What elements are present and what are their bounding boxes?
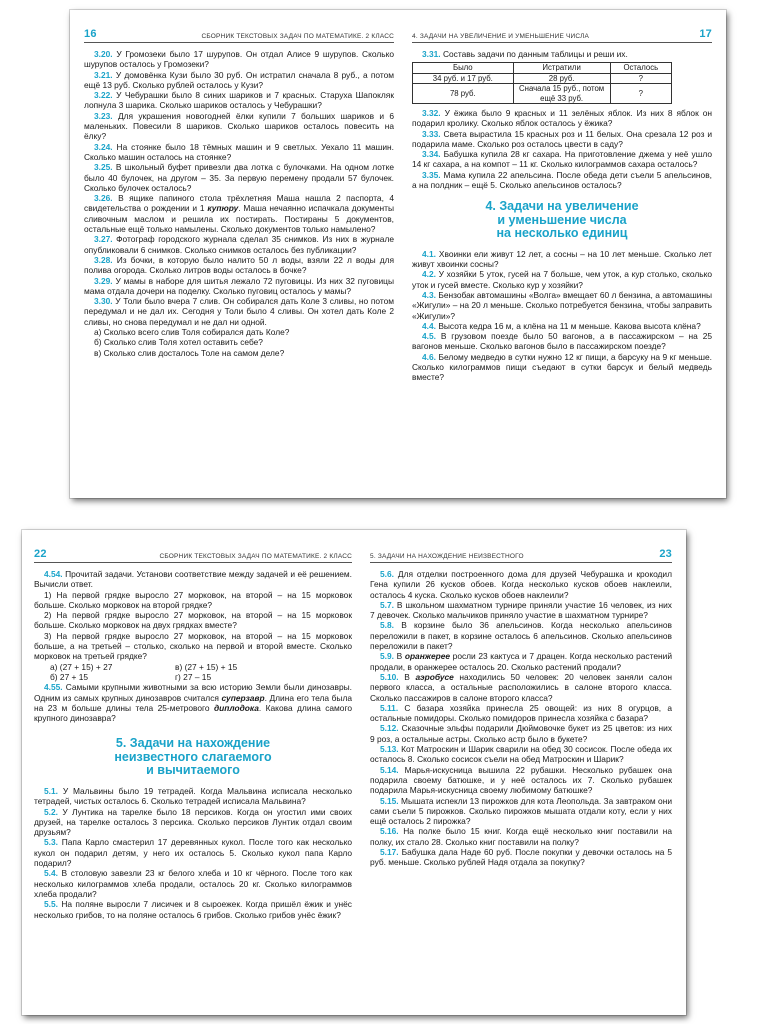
problem-text: Для отделки построенного дома для друзей Чебурашка и крокодил Гена купили 26 кусков обоев. Когда несколько кусков обоев наклеили, осталось 4 куска. Сколько кусков обоев наклеили?: [370, 569, 672, 600]
problem: 4.55. Самыми крупными животными за всю историю Земли были динозавры. Одним из самых крупных динозавров считался суперзавр. Длина его тела была на 23 м больше длины тела 25-метрового диплодока. Какова длина самого крупного динозавра?: [34, 682, 352, 724]
problem-number: 3.32.: [422, 107, 441, 118]
problem-number: 5.10.: [380, 671, 399, 682]
subquestion: б) Сколько слив Толя хотел оставить себе?: [94, 337, 263, 348]
answer-options-row: [34, 662, 352, 672]
problem: [370, 765, 672, 796]
problem-text: С базара хозяйка принесла 25 овощей: из них 8 огурцов, а остальные помидоры. Сколько помидоров принесла хозяйка с базара?: [370, 702, 672, 724]
problem-text: Бензобак автомашины «Волга» вмещает 60 л бензина, а автомашины «Жигули» – на 20 л меньше. Сколько потребуется бензина, чтобы заправить «Жигули»?: [412, 289, 712, 321]
page-number: 22: [34, 548, 47, 560]
problem: [412, 269, 712, 290]
answer-options-row: [34, 672, 352, 682]
table-cell: 78 руб.: [413, 84, 514, 104]
table-row: [413, 73, 672, 83]
problem-text: Для украшения новогодней ёлки купили 7 больших шариков и 6 маленьких. Повесили 8 шариков. Сколько шариков осталось повесить на ёлку?: [84, 110, 394, 142]
page-content: [34, 569, 352, 920]
problem-text: В школьный буфет привезли два лотка с булочками. На одном лотке было 40 булочек, на другом – 35. За первую перемену продали 57 булочек. Сколько булочек осталось?: [84, 162, 394, 193]
section-heading: 4. Задачи на увеличение и уменьшение числа на несколько единиц: [485, 199, 639, 241]
problem: [370, 651, 672, 672]
problem: [34, 786, 352, 807]
problem: [84, 162, 394, 193]
problem-number: 5.15.: [380, 795, 399, 806]
problem-text: . Маша нечаянно испачкала документы сливочным маслом и решила их постирать. Постираны 5 документов, остальные ещё только намылены. Сколько документов только намылено?: [84, 203, 394, 235]
subproblem: 1) На первой грядке выросло 27 морковок, на второй – на 15 морковок больше. Сколько морковок на второй грядке?: [34, 589, 352, 610]
page-22: [34, 530, 352, 1015]
problem-number: 5.13.: [380, 744, 399, 755]
problem-text: Бабушка купила 28 кг сахара. На приготовление джема у неё ушло 14 кг сахара, а на компот – 11 кг. Сколько килограммов сахара осталось?: [412, 149, 712, 170]
problem-number: 5.16.: [380, 826, 399, 837]
problem-number: 5.17.: [380, 847, 399, 858]
problem-number: 5.5.: [44, 899, 58, 910]
problem: [412, 249, 712, 270]
problem: [370, 796, 672, 827]
problem-text: Сказочные эльфы подарили Дюймовочке букет из 25 цветов: из них 9 роз, а остальные астры. Сколько астр было в букете?: [370, 723, 672, 744]
problem-number: 4.6.: [422, 351, 436, 362]
answer-option: г) 27 – 15: [175, 671, 212, 682]
problem-number: 5.12.: [380, 723, 399, 734]
section-heading: 5. Задачи на нахождение неизвестного слагаемого и вычитаемого: [114, 736, 272, 778]
problem-number: 4.2.: [422, 269, 436, 280]
problem-text: В ящике папиного стола трёхлетняя Маша нашла 2 паспорта, 4 свидетельства о рождении и 1: [84, 193, 394, 214]
page-23: [370, 530, 672, 1015]
problem: 4.54. Прочитай задачи. Установи соответствие между задачей и её решением. Вычисли ответ.: [34, 569, 352, 590]
problem-text: У мамы в наборе для шитья лежало 72 пуговицы. Из них 32 пуговицы мама отдала дочери на поделку. Сколько пуговиц осталось у мамы?: [84, 275, 394, 296]
problem-text: В столовую завезли 23 кг белого хлеба и 10 кг чёрного. После того как несколько килограммов хлеба продали, осталось 20 кг. Сколько килограммов хлеба продали?: [34, 868, 352, 899]
problem: [412, 321, 712, 331]
problem-text: Папа Карло смастерил 17 деревянных кукол. После того как несколько кукол он подарил детям, у него их осталось 5. Сколько кукол папа Карло подарил?: [34, 837, 352, 869]
table-row: [413, 84, 672, 104]
problem-number: 5.1.: [44, 785, 58, 796]
problem: [84, 49, 394, 70]
problem: [370, 569, 672, 600]
problem-text: В корзине было 36 апельсинов. Когда несколько апельсинов переложили в пакет, в корзине осталось 6 апельсинов. Сколько апельсинов переложили в пакет?: [370, 620, 672, 652]
answer-option: в) (27 + 15) + 15: [175, 661, 238, 672]
problem-text: Кот Матроскин и Шарик сварили на обед 30 сосисок. После обеда их осталось 8. Сколько сосисок съели на обед Матроскин и Шарик?: [370, 744, 672, 765]
problem: [370, 847, 672, 868]
problem-text: У Толи было вчера 7 слив. Он собирался дать Коле 3 сливы, но потом передумал и не дал их. Сегодня у Толи было 4 сливы. Он хотел дать Коле 2 сливы, но снова передумал и не дал ни одной.: [84, 296, 394, 327]
problem-text: На поляне выросли 7 лисичек и 8 сыроежек. Когда пришёл ёжик и унёс несколько грибов, то на поляне осталось 6 грибов. Сколько грибов унёс ёжик?: [34, 899, 352, 920]
running-header: [84, 20, 394, 43]
problem-number: 5.14.: [380, 764, 399, 775]
table-header: Было: [413, 63, 514, 73]
problem-text: В школьном шахматном турнире приняли участие 16 человек, из них 7 девочек. Сколько мальчиков приняло участие в шахматном турнире?: [370, 599, 672, 621]
problem-text: Марья-искусница вышила 22 рубашки. Несколько рубашек она подарила своему батюшке, и у неё осталось их 7. Сколько рубашек подарила Марья-искусница своему любимому батюшке?: [370, 764, 672, 796]
problem-text: У Лунтика на тарелке было 18 персиков. Когда он угостил ими своих друзей, на тарелке осталось 3 персика. Сколько персиков Лунтик отдал своим друзьям?: [34, 806, 352, 838]
problem: [34, 868, 352, 899]
problem-text: У Мальвины было 19 тетрадей. Когда Мальвина исписала несколько тетрадей, чистых осталось 6. Сколько тетрадей исписала Мальвина?: [34, 785, 352, 807]
problem-number: 3.34.: [422, 149, 441, 160]
problem: [84, 234, 394, 255]
problem-text: У домовёнка Кузи было 30 руб. Он истратил сначала 8 руб., а потом ещё 13 руб. Сколько рублей осталось у Кузи?: [84, 69, 394, 90]
problem: [370, 744, 672, 765]
problem-text: На полке было 15 книг. Когда ещё несколько книг поставили на полку, их стало 28. Сколько книг поставили на полку?: [370, 826, 672, 847]
problem-number: 3.22.: [94, 90, 113, 101]
subquestion: а) Сколько всего слив Толя собирался дать Коле?: [94, 327, 290, 338]
problem-number: 3.24.: [94, 141, 113, 152]
problem: [412, 331, 712, 352]
subproblem: 3) На первой грядке выросло 27 морковок, на второй – на 15 морковок больше, а на третьей – столько, сколько на первой и второй вместе. Сколько морковок на третьей грядке?: [34, 630, 352, 662]
problem-number: 3.26.: [94, 193, 113, 204]
problem: [370, 600, 672, 621]
table-header: Осталось: [610, 63, 671, 73]
running-title: СБОРНИК ТЕКСТОВЫХ ЗАДАЧ ПО МАТЕМАТИКЕ. 2 КЛАСС: [159, 553, 352, 560]
page-16: [84, 10, 394, 498]
problem-text: У Громозеки было 17 шурупов. Он отдал Алисе 9 шурупов. Сколько шурупов осталось у Громозеки?: [84, 49, 394, 70]
problem-number: 4.1.: [422, 248, 436, 259]
problem-text: В: [396, 651, 405, 662]
running-title: 5. ЗАДАЧИ НА НАХОЖДЕНИЕ НЕИЗВЕСТНОГО: [370, 553, 524, 560]
page-number: 16: [84, 28, 97, 40]
problem-number: 4.3.: [422, 289, 436, 300]
problem-text: Мышата испекли 13 пирожков для кота Леопольда. За завтраком они сами съели 5 пирожков. Сколько пирожков мышата отдали коту, если у них ещё осталось 2 пирожка?: [370, 795, 672, 827]
problem-number: 5.7.: [380, 599, 394, 610]
page-content: [370, 569, 672, 868]
table-cell: Сначала 15 руб., потом ещё 33 руб.: [513, 84, 610, 104]
running-title: СБОРНИК ТЕКСТОВЫХ ЗАДАЧ ПО МАТЕМАТИКЕ. 2 КЛАСС: [201, 33, 394, 40]
running-title: 4. ЗАДАЧИ НА УВЕЛИЧЕНИЕ И УМЕНЬШЕНИЕ ЧИСЛА: [412, 33, 590, 40]
running-header: [370, 540, 672, 563]
problem-text: У хозяйки 5 уток, гусей на 7 больше, чем уток, а кур столько, сколько уток и гусей вместе. Сколько кур у хозяйки?: [412, 269, 712, 290]
problem-text: У Чебурашки было 8 синих шариков и 7 красных. Старуха Шапокляк лопнула 3 шарика. Сколько шариков осталось у Чебурашки?: [84, 90, 394, 111]
page-17: [412, 10, 712, 498]
problem-text: На стоянке было 18 тёмных машин и 9 светлых. Уехало 11 машин. Сколько машин осталось на стоянке?: [84, 141, 394, 162]
problem: [412, 108, 712, 129]
page-number: 23: [659, 548, 672, 560]
subproblem: 2) На первой грядке выросло 27 морковок, на второй – на 15 морковок больше. Сколько морковок на двух грядках вместе?: [34, 610, 352, 631]
problem-number: 3.21.: [94, 69, 113, 80]
problem-number: 3.20.: [94, 49, 113, 59]
problem-number: 3.23.: [94, 110, 113, 121]
problem-number: 4.5.: [422, 331, 436, 342]
problem: [84, 193, 394, 234]
problem: [84, 255, 394, 276]
problem-number: 5.11.: [380, 702, 399, 713]
problem: [412, 352, 712, 383]
problem-text: Фотограф городского журнала сделал 35 снимков. Из них в журнале опубликовали 6 снимков. Сколько снимков осталось без публикации?: [84, 234, 394, 255]
table-cell: 28 руб.: [513, 73, 610, 83]
problem: [84, 296, 394, 327]
problem: 3.31. Составь задачи по данным таблицы и реши их.: [422, 49, 628, 59]
problem-text: Бабушка дала Наде 60 руб. После покупки у девочки осталось на 5 руб. меньше. Сколько рублей Надя отдала за покупку?: [370, 847, 672, 868]
problem: [84, 142, 394, 163]
problem-number: 5.3.: [44, 837, 58, 848]
answer-option: а) (27 + 15) + 27: [50, 661, 113, 672]
problem: [412, 170, 712, 191]
problem-text: Хвоинки ели живут 12 лет, а сосны – на 10 лет меньше. Сколько лет живут хвоинки сосны?: [412, 248, 712, 270]
problem-number: 3.29.: [94, 275, 113, 286]
problem-text: Белому медведю в сутки нужно 12 кг пищи, а барсуку на 9 кг меньше. Сколько килограммов пищи съедают в сутки барсук и белый медведь вместе?: [412, 351, 712, 383]
problem: [412, 290, 712, 321]
problem: [370, 723, 672, 744]
answer-option: б) 27 + 15: [50, 671, 89, 682]
running-header: [34, 540, 352, 563]
problem-text: Из бочки, в которую было налито 50 л воды, взяли 22 л воды для полива огорода. Сколько литров воды осталось в бочке?: [84, 254, 394, 276]
problem-number: 3.33.: [422, 128, 441, 139]
problem: [370, 672, 672, 703]
problem: [412, 129, 712, 150]
problem: [412, 149, 712, 170]
table-header-row: [413, 63, 672, 73]
book-spread-pages-16-17: [70, 10, 726, 498]
problem: [34, 899, 352, 920]
problem-number: 5.6.: [380, 569, 394, 579]
problem-number: 5.4.: [44, 868, 58, 879]
problem-text: В грузовом поезде было 50 вагонов, а в пассажирском – на 25 вагонов меньше. Сколько вагонов было в пассажирском поезде?: [412, 331, 712, 352]
problem: [370, 826, 672, 847]
problem: [84, 90, 394, 111]
book-spread-pages-22-23: [22, 530, 686, 1015]
problem-number: 3.30.: [94, 296, 113, 307]
problem-text: Высота кедра 16 м, а клёна на 11 м меньше. Какова высота клёна?: [438, 320, 701, 331]
problem-number: 5.2.: [44, 806, 58, 817]
problem-number: 3.35.: [422, 169, 441, 180]
problem: [34, 807, 352, 838]
term: аэробусе: [415, 671, 454, 682]
term: купюру: [207, 203, 239, 214]
data-table: [412, 62, 672, 104]
problem: [370, 703, 672, 724]
problem-number: 5.9.: [380, 651, 394, 662]
problem-text: Света вырастила 15 красных роз и 11 белых. Она срезала 12 роз и подарила маме. Сколько роз осталось цвести в саду?: [412, 128, 712, 149]
page-content: [84, 49, 394, 358]
problem-number: 4.4.: [422, 320, 436, 331]
problem: [84, 276, 394, 297]
problem: [370, 620, 672, 651]
page-number: 17: [699, 28, 712, 40]
problem: [84, 111, 394, 142]
problem-text: росли 23 кактуса и 7 драцен. Когда несколько растений продали, в оранжерее осталось 20. Сколько растений продали?: [370, 651, 672, 672]
problem-text: У ёжика было 9 красных и 11 зелёных яблок. Из них 8 яблок он подарил кролику. Сколько яблок осталось у ёжика?: [412, 107, 712, 129]
problem-number: 3.27.: [94, 234, 113, 245]
running-header: [412, 20, 712, 43]
table-cell: ?: [610, 73, 671, 83]
term: оранжерее: [404, 651, 451, 662]
problem-text: Мама купила 22 апельсина. После обеда дети съели 5 апельсинов, а на полдник – ещё 5. Сколько апельсинов осталось?: [412, 169, 712, 190]
problem: [34, 837, 352, 868]
table-header: Истратили: [513, 63, 610, 73]
table-cell: ?: [610, 84, 671, 104]
table-cell: 34 руб. и 17 руб.: [413, 73, 514, 83]
problem-number: 3.25.: [94, 162, 113, 173]
page-content: [412, 49, 712, 383]
problem-text: В: [404, 671, 416, 682]
subquestion: в) Сколько слив досталось Толе на самом деле?: [94, 347, 285, 358]
problem-number: 3.28.: [94, 254, 113, 265]
problem-text: находились 50 человек: 20 человек заняли салон первого класса, а остальные расположились в салоне второго класса. Сколько пассажиров в салоне второго класса?: [370, 671, 672, 703]
problem-number: 5.8.: [380, 620, 394, 631]
problem: [84, 70, 394, 91]
